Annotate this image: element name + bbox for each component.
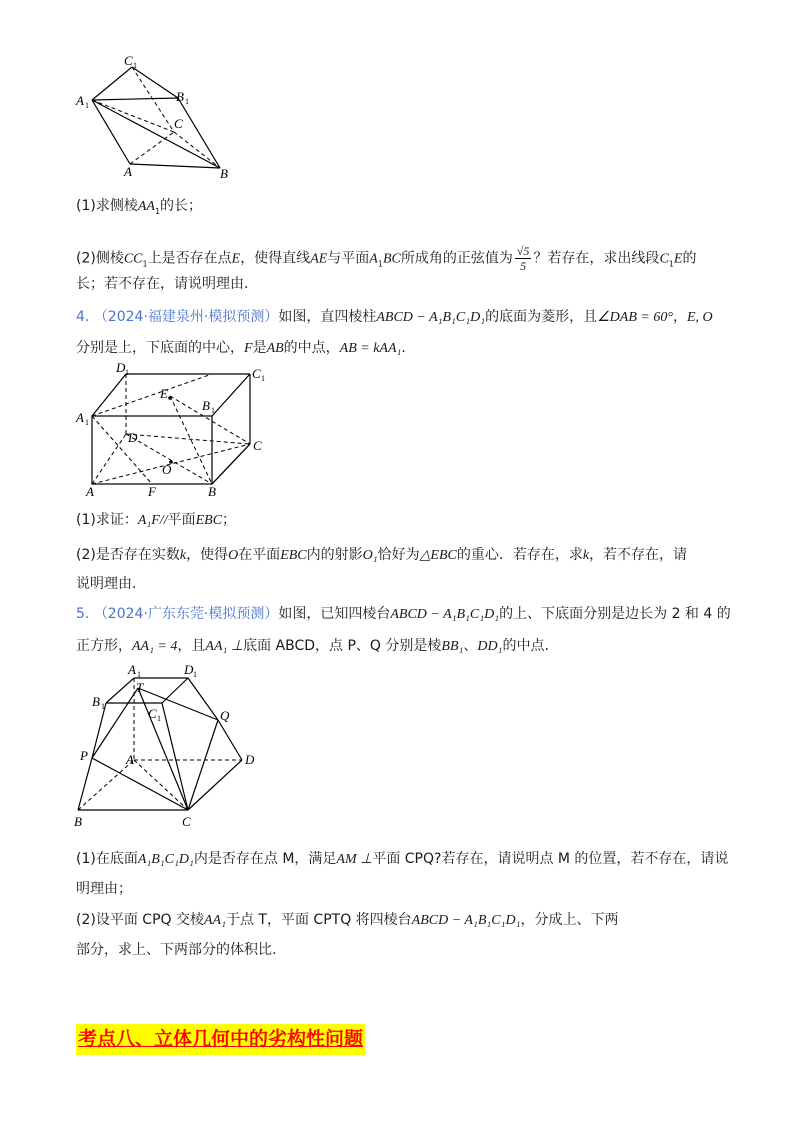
label-B1: B <box>176 89 184 104</box>
label-B: B <box>208 484 216 499</box>
label-A1: A <box>76 410 84 425</box>
label-B: B <box>74 814 82 829</box>
p5-question-2-line2: 部分，求上、下两部分的体积比. <box>76 942 277 958</box>
p5-question-1: (1)在底面A₁B₁C₁D₁内是否存在点 M，满足AM ⊥平面 CPQ?若存在，请说明点 M 的位置，若不存在，请说 <box>76 851 729 867</box>
problem-5-source: （2024·广东东莞·模拟预测） <box>93 606 279 622</box>
label-C: C <box>253 438 262 453</box>
label-A: A <box>86 484 94 499</box>
label-P: P <box>80 748 88 763</box>
fraction-sqrt5-over-5: $\frac{√5}{5}$ <box>516 244 530 273</box>
p4-question-2: (2)是否存在实数k，使得O在平面EBC内的射影O₁恰好为△EBC的重心．若存在，求k，若不存在，请 <box>76 547 688 563</box>
label-A1-sub: 1 <box>85 101 89 110</box>
svg-text:1: 1 <box>193 670 197 679</box>
label-C: C <box>182 814 191 829</box>
label-C1: C <box>148 706 157 721</box>
label-E: E <box>160 386 168 401</box>
problem-4-stem-line2: 分别是上，下底面的中心，F是AB的中点，AB = kAA₁. <box>76 340 406 356</box>
label-D1: D <box>116 360 126 375</box>
label-B1: B <box>92 694 100 709</box>
label-A: A <box>124 164 132 179</box>
figure-right-prism <box>70 360 280 500</box>
svg-text:1: 1 <box>261 374 265 383</box>
svg-text:1: 1 <box>125 368 129 377</box>
label-Q: Q <box>220 708 230 723</box>
p3-question-1: (1)求侧棱$AA_1$的长； <box>76 198 203 216</box>
label-D: D <box>245 752 255 767</box>
label-D: D <box>128 430 138 445</box>
label-O: O <box>162 462 172 477</box>
label-C1: C <box>252 366 261 381</box>
problem-4-stem: 4. （2024·福建泉州·模拟预测）如图，直四棱柱ABCD − A₁B₁C₁D₁的底面为菱形，且∠DAB = 60°，E, O <box>76 309 713 325</box>
label-F: F <box>148 484 156 499</box>
figure-frustum <box>70 660 270 835</box>
svg-text:1: 1 <box>85 418 89 427</box>
label-B1-sub: 1 <box>185 97 189 106</box>
svg-text:1: 1 <box>137 670 141 679</box>
p4-question-1: (1)求证：A₁F//平面EBC； <box>76 512 237 528</box>
label-B: B <box>220 166 228 180</box>
label-A1: A <box>76 93 84 108</box>
label-C: C <box>174 116 183 131</box>
problem-5-number: 5. <box>76 606 90 622</box>
label-B1: B <box>202 398 210 413</box>
svg-text:1: 1 <box>211 406 215 415</box>
label-A1: A <box>128 662 136 677</box>
section-heading: 考点八、立体几何中的劣构性问题 <box>76 1024 365 1055</box>
p4-question-2-line2: 说明理由. <box>76 576 137 592</box>
problem-5-stem: 5. （2024·广东东莞·模拟预测）如图，已知四棱台ABCD − A₁B₁C₁D₁的上、下底面分别是边长为 2 和 4 的 <box>76 606 731 622</box>
label-D1: D <box>184 662 194 677</box>
p3-question-2: (2)侧棱$CC_1$上是否存在点E，使得直线AE与平面$A_1BC$所成角的正弦值为 $\frac{√5}{5}$ ？若存在，求出线段$C_1E$的 <box>76 244 697 273</box>
label-A: A <box>126 752 134 767</box>
problem-5-stem-line2: 正方形，AA₁ = 4，且AA₁ ⊥底面 ABCD，点 P、Q 分别是棱BB₁、DD₁的中点. <box>76 638 549 654</box>
label-T: T <box>136 680 144 695</box>
svg-text:1: 1 <box>101 702 105 711</box>
svg-text:1: 1 <box>157 714 161 723</box>
problem-4-source: （2024·福建泉州·模拟预测） <box>93 309 279 325</box>
problem-4-number: 4. <box>76 309 90 325</box>
p3-question-2-line2: 长；若不存在，请说明理由. <box>76 276 249 292</box>
p5-question-1-line2: 明理由； <box>76 881 132 897</box>
p5-question-2: (2)设平面 CPQ 交棱AA₁于点 T，平面 CPTQ 将四棱台ABCD − A₁B₁C₁D₁，分成上、下两 <box>76 912 619 928</box>
label-C1-sub: 1 <box>133 61 137 70</box>
label-C1: C <box>124 53 133 68</box>
figure-triangular-prism <box>70 50 250 180</box>
